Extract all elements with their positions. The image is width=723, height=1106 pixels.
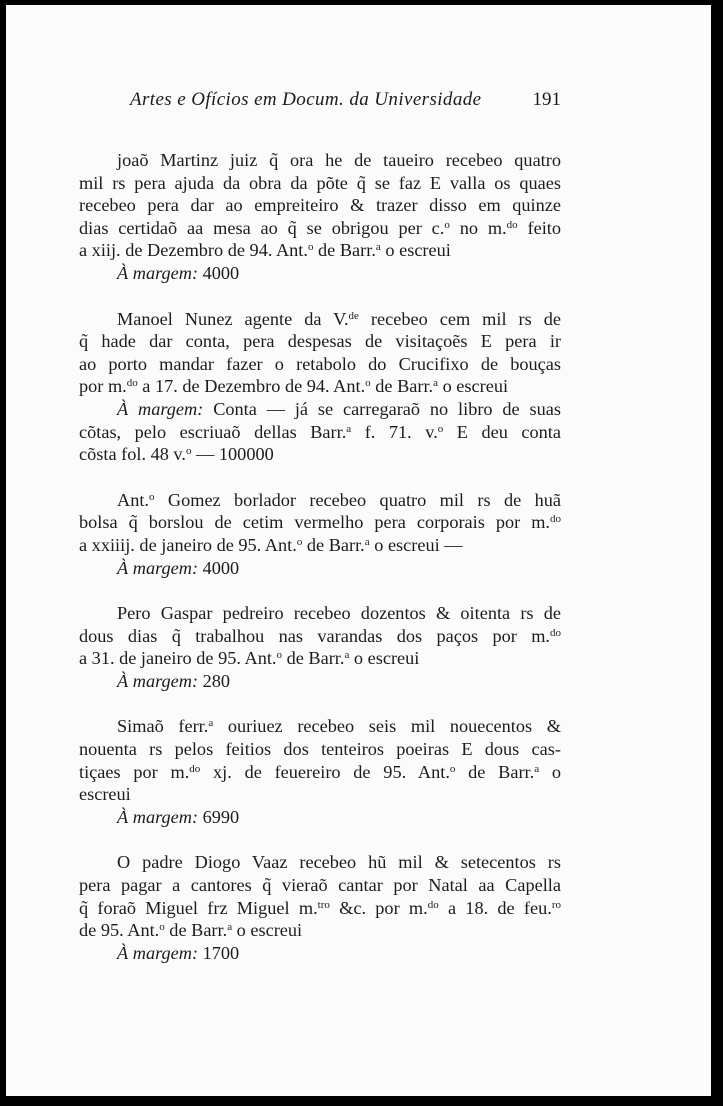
superscript-abbrev: do [427, 898, 439, 911]
superscript-abbrev: tro [317, 898, 330, 911]
superscript-abbrev: o [149, 490, 155, 503]
superscript-abbrev: o [296, 535, 303, 548]
entry-line: mil rs pera ajuda da obra da põte q̃ se faz E valla os quaes [79, 172, 561, 193]
superscript-abbrev: a [433, 377, 439, 390]
book-page [6, 5, 711, 1096]
superscript-abbrev: o [276, 649, 282, 662]
margin-note: À margem: 280 [117, 670, 231, 691]
superscript-abbrev: ro [551, 898, 561, 911]
margin-label: À margem: [117, 806, 199, 827]
ledger-entry [79, 602, 561, 692]
margin-note: À margem: Conta — já se carregaraõ no libro de suas [117, 398, 561, 419]
ledger-entry [79, 149, 561, 285]
entry-line: Manoel Nunez agente da V.$^{de}$ recebeo cem mil rs de [117, 308, 561, 329]
superscript-abbrev: do [550, 513, 561, 526]
ledger-entry [79, 489, 561, 579]
entry-line: O padre Diogo Vaaz recebeo hũ mil & setecentos rs [117, 852, 561, 873]
entry-line: a xxiiij. de janeiro de 95. Ant.$^o$ de Barr.$^a$ o escreui — [79, 534, 463, 555]
entry-line: Ant.$^o$ Gomez borlador recebeo quatro mil rs de huã [117, 489, 561, 510]
margin-label: À margem: [117, 398, 204, 419]
superscript-abbrev: a [534, 762, 540, 775]
margin-note: À margem: 1700 [117, 942, 240, 963]
ledger-entry [79, 715, 561, 828]
superscript-abbrev: o [444, 218, 450, 231]
superscript-abbrev: a [227, 921, 233, 934]
entry-line: a 31. de janeiro de 95. Ant.$^o$ de Barr.$^a$ o escreui [79, 648, 420, 669]
margin-note: À margem: 4000 [117, 557, 240, 578]
ledger-entry [79, 308, 561, 466]
entry-separator [79, 466, 561, 489]
entry-line: bolsa q̃ borslou de cetim vermelho pera corporais por m.$^{do}$ [79, 512, 561, 533]
margin-note: À margem: 4000 [117, 262, 240, 283]
entry-separator [79, 285, 561, 308]
superscript-abbrev: a [346, 422, 352, 435]
superscript-abbrev: de [348, 309, 359, 322]
entry-line: Pero Gaspar pedreiro recebeo dozentos & oitenta rs de [117, 603, 561, 624]
entry-line: tiçaes por m.$^{do}$ xj. de feuereiro de 95. Ant.$^o$ de Barr.$^a$ o [79, 761, 561, 782]
entry-line: pera pagar a cantores q̃ vieraõ cantar por Natal aa Capella [79, 875, 561, 896]
margin-label: À margem: [117, 942, 199, 963]
entry-line: dias certidaõ aa mesa ao q̃ se obrigou per c.$^o$ no m.$^{do}$ feito [79, 217, 561, 238]
entry-line: de 95. Ant.$^o$ de Barr.$^a$ o escreui [79, 920, 303, 941]
superscript-abbrev: o [365, 377, 371, 390]
entry-separator [79, 579, 561, 602]
running-title: Artes e Ofícios em Docum. da Universidade [130, 89, 482, 110]
margin-label: À margem: [117, 670, 199, 691]
margin-label: À margem: [117, 557, 199, 578]
superscript-abbrev: a [375, 241, 381, 254]
margin-note: À margem: 6990 [117, 806, 240, 827]
entry-line: Simaõ ferr.$^a$ ouriuez recebeo seis mil nouecentos & [117, 716, 561, 737]
entry-line: a xiij. de Dezembro de 94. Ant.$^o$ de Barr.$^a$ o escreui [79, 240, 451, 261]
superscript-abbrev: o [437, 422, 444, 435]
superscript-abbrev: do [550, 626, 561, 639]
page-header [130, 89, 561, 115]
entry-line: q̃ foraõ Miguel frz Miguel m.$^{tro}$ &c. por m.$^{do}$ a 18. de feu.$^{ro}$ [79, 897, 561, 918]
entry-separator [79, 692, 561, 715]
page-number: 191 [532, 89, 561, 110]
entry-line: por m.$^{do}$ a 17. de Dezembro de 94. Ant.$^o$ de Barr.$^a$ o escreui [79, 376, 509, 397]
superscript-abbrev: do [506, 218, 518, 231]
entry-line: joaõ Martinz juiz q̃ ora he de taueiro recebeo quatro [117, 150, 561, 170]
entry-line: q̃ hade dar conta, pera despesas de visitaçoẽs E pera ir [79, 331, 561, 352]
superscript-abbrev: o [159, 921, 165, 934]
margin-note-line: cõtas, pelo escriuaõ dellas Barr.$^a$ f. 71. v.$^o$ E deu conta [79, 421, 561, 442]
entry-line: escreui [79, 784, 131, 805]
superscript-abbrev: do [126, 377, 138, 390]
superscript-abbrev: o [307, 241, 314, 254]
entry-line: recebeo pera dar ao empreiteiro & trazer disso em quinze [79, 195, 561, 216]
ledger-entry [79, 851, 561, 964]
superscript-abbrev: a [364, 535, 370, 548]
margin-label: À margem: [117, 262, 199, 283]
superscript-abbrev: a [344, 649, 350, 662]
margin-note-line: cõsta fol. 48 v.$^o$ — 100000 [79, 444, 274, 465]
superscript-abbrev: do [189, 762, 201, 775]
body-text [79, 149, 561, 964]
entry-line: dous dias q̃ trabalhou nas varandas dos paços por m.$^{do}$ [79, 625, 561, 646]
superscript-abbrev: o [449, 762, 456, 775]
entry-line: nouenta rs pelos feitios dos tenteiros poeiras E dous cas- [79, 739, 561, 760]
entry-line: ao porto mandar fazer o retabolo do Crucifixo de bouças [79, 353, 561, 374]
entry-separator [79, 828, 561, 851]
superscript-abbrev: a [208, 717, 214, 730]
superscript-abbrev: o [185, 445, 192, 458]
